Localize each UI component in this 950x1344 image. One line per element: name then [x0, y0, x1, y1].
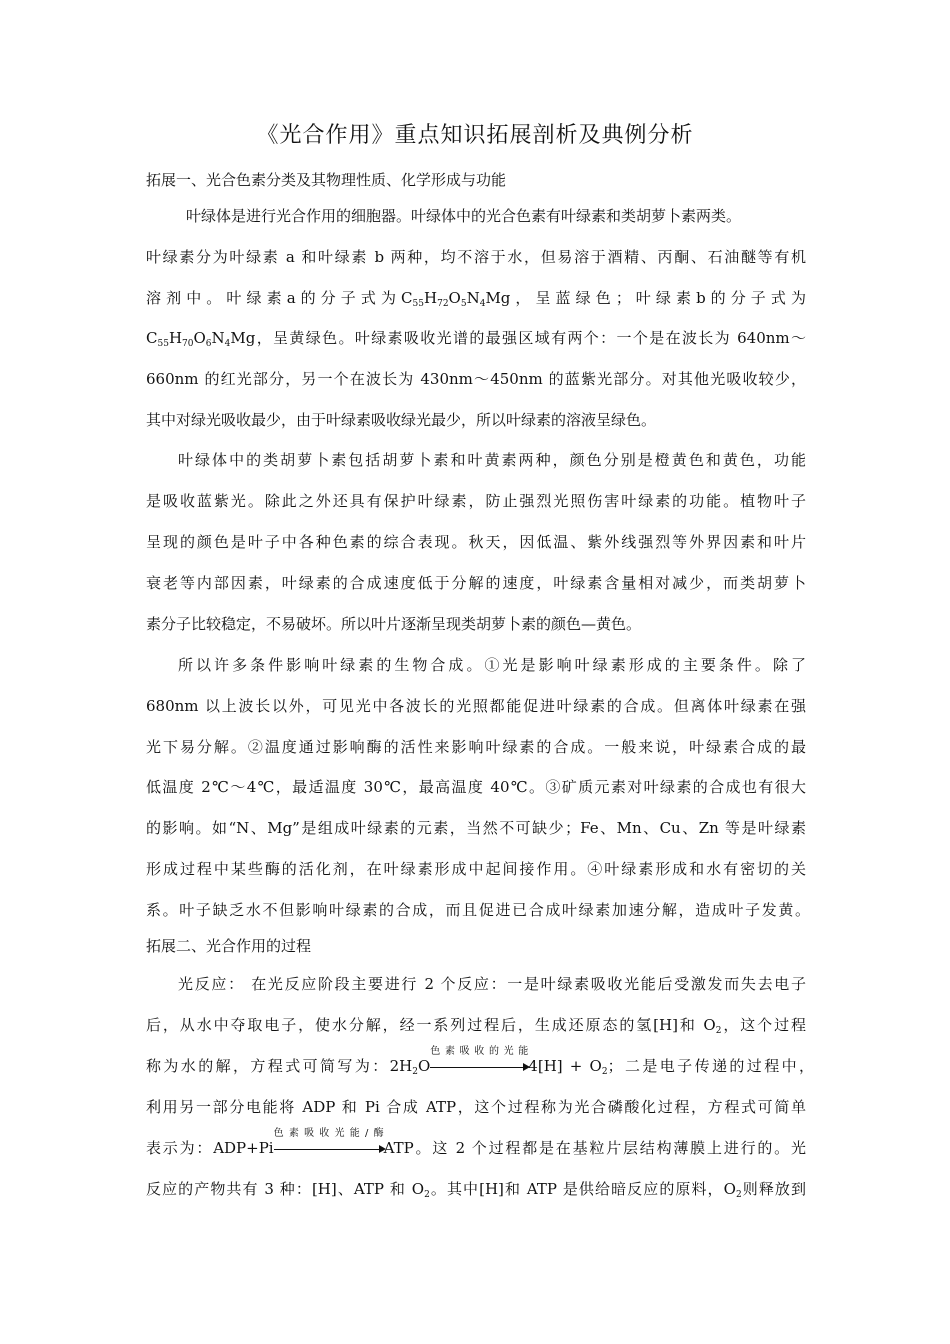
- paragraph-line: 低温度 2℃～4℃，最适温度 30℃，最高温度 40℃。③矿质元素对叶绿素的合成也有很大: [146, 778, 806, 796]
- paragraph-line: 利用另一部分电能将 ADP 和 Pi 合成 ATP，这个过程称为光合磷酸化过程，方程式可简单: [146, 1098, 806, 1116]
- paragraph-line: 素分子比较稳定，不易破坏。所以叶片逐渐呈现类胡萝卜素的颜色—黄色。: [146, 615, 642, 633]
- paragraph-line: 衰老等内部因素，叶绿素的合成速度低于分解的速度，叶绿素含量相对减少，而类胡萝卜: [146, 574, 806, 592]
- reaction-condition: 色素吸收光能/酶: [273, 1128, 384, 1139]
- reaction-condition: 色素吸收的光能: [430, 1046, 529, 1057]
- paragraph-line: 是吸收蓝紫光。除此之外还具有保护叶绿素，防止强烈光照伤害叶绿素的功能。植物叶子: [146, 492, 806, 510]
- paragraph-line: 叶绿体中的类胡萝卜素包括胡萝卜素和叶黄素两种，颜色分别是橙黄色和黄色，功能: [178, 451, 806, 469]
- section-heading-1: 拓展一、光合色素分类及其物理性质、化学形成与功能: [146, 171, 507, 189]
- paragraph-line: 所以许多条件影响叶绿素的生物合成。①光是影响叶绿素形成的主要条件。除了: [178, 656, 806, 674]
- reaction-arrow: [430, 1046, 529, 1076]
- paragraph-line: 的影响。如“N、Mg”是组成叶绿素的元素，当然不可缺少；Fe、Mn、Cu、Zn 等是叶绿素: [146, 819, 806, 837]
- paragraph-line: 其中对绿光吸收最少，由于叶绿素吸收绿光最少，所以叶绿素的溶液呈绿色。: [146, 411, 657, 429]
- section-heading-2: 拓展二、光合作用的过程: [146, 937, 312, 955]
- document-title: 《光合作用》重点知识拓展剖析及典例分析: [256, 123, 694, 148]
- paragraph-line: 660nm 的红光部分，另一个在波长为 430nm～450nm 的蓝紫光部分。对其他光吸收较少，: [146, 370, 806, 388]
- paragraph-line: 叶绿素分为叶绿素 a 和叶绿素 b 两种，均不溶于水，但易溶于酒精、丙酮、石油醚等有机: [146, 248, 806, 266]
- paragraph-line: 溶 剂 中 。 叶 绿 素 a 的 分 子 式 为 $C_{55}H_{72}O_5N_4Mg$ ， 呈 蓝 绿 色 ； 叶 绿 素 b 的 分 子 式 为: [146, 289, 807, 309]
- paragraph-line: $C_{55}H_{70}O_6N_4Mg$，呈黄绿色。叶绿素吸收光谱的最强区域有两个：一个是在波长为 640nm～: [146, 329, 806, 349]
- paragraph-line: 光反应： 在光反应阶段主要进行 2 个反应：一是叶绿素吸收光能后受激发而失去电子: [178, 975, 806, 993]
- reaction-arrow: [273, 1128, 384, 1158]
- paragraph-line: 光下易分解。②温度通过影响酶的活性来影响叶绿素的合成。一般来说，叶绿素合成的最: [146, 738, 806, 756]
- paragraph-line: 称为水的解，方程式可简写为：$2H_2O$ 色素吸收的光能 $4[H] + O_2$；二是电子传递的过程中，: [146, 1056, 814, 1076]
- paragraph-line: 叶绿体是进行光合作用的细胞器。叶绿体中的光合色素有叶绿素和类胡萝卜素两类。: [186, 207, 742, 225]
- paragraph-line: 反应的产物共有 3 种：[H]、ATP 和 $O_2$。其中[H]和 ATP 是供给暗反应的原料，$O_2$则释放到: [146, 1180, 806, 1200]
- paragraph-line: 表示为：ADP+Pi 色素吸收光能/酶 ATP。这 2 个过程都是在基粒片层结构薄膜上进行的。光: [146, 1138, 806, 1158]
- paragraph-line: 系。叶子缺乏水不但影响叶绿素的合成，而且促进已合成叶绿素加速分解，造成叶子发黄。: [146, 901, 810, 919]
- paragraph-line: 形成过程中某些酶的活化剂，在叶绿素形成中起间接作用。④叶绿素形成和水有密切的关: [146, 860, 806, 878]
- paragraph-line: 680nm 以上波长以外，可见光中各波长的光照都能促进叶绿素的合成。但离体叶绿素在强: [146, 697, 806, 715]
- paragraph-line: 呈现的颜色是叶子中各种色素的综合表现。秋天，因低温、紫外线强烈等外界因素和叶片: [146, 533, 806, 551]
- paragraph-line: 后，从水中夺取电子，使水分解，经一系列过程后，生成还原态的氢[H]和 $O_2$，这个过程: [146, 1016, 806, 1036]
